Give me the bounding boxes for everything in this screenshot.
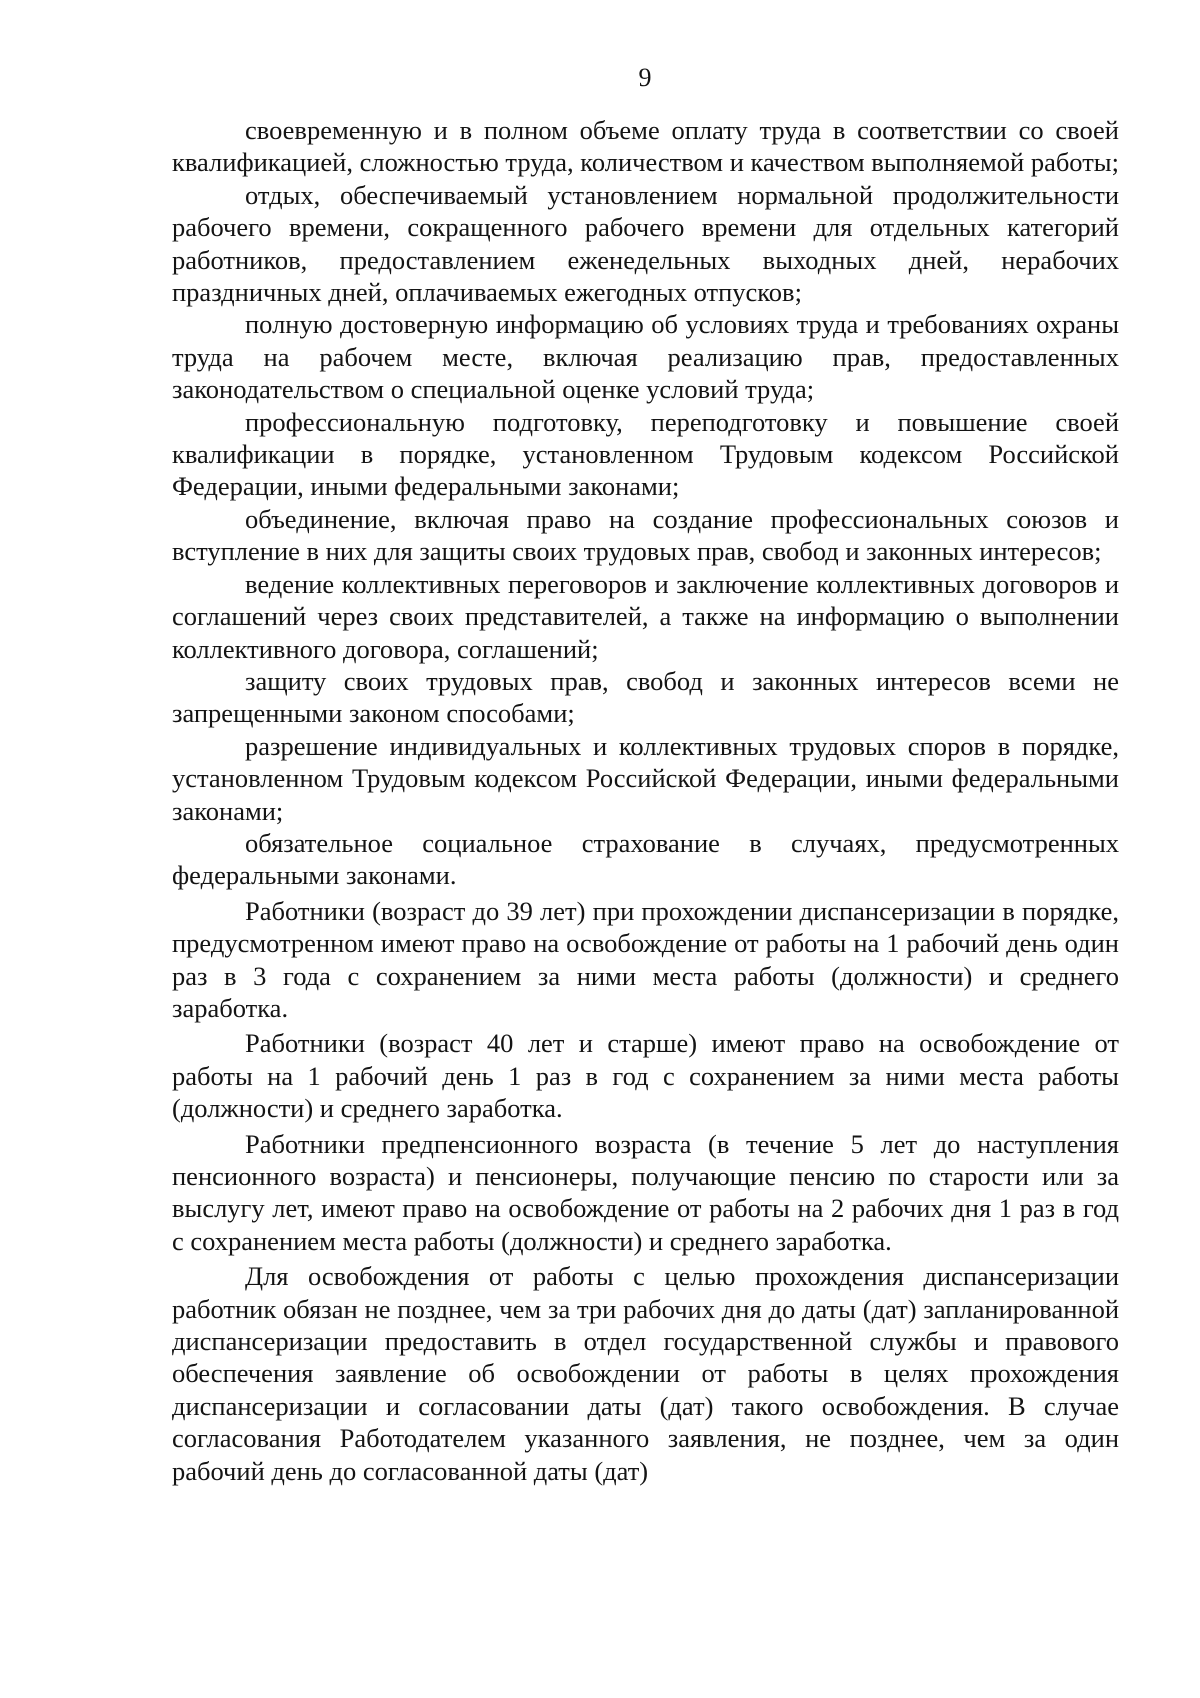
paragraph-screening-pre-retirement: Работники предпенсионного возраста (в течение 5 лет до наступления пенсионного возраста) и пенсионеры, получающие пенсию по старости или за выслугу лет, имеют право на освобождение от работы на 2 рабочих дня 1 раз в год с сохранением места работы (должности) и среднего заработка. (172, 1128, 1119, 1256)
paragraph-collective-bargaining-right: ведение коллективных переговоров и заключение коллективных договоров и соглашений через своих представителей, а также на информацию о выполнении коллективного договора, соглашений; (172, 568, 1119, 664)
page-number: 9 (638, 63, 652, 92)
paragraph-training-right: профессиональную подготовку, переподготовку и повышение своей квалификации в порядке, установленном Трудовым кодексом Российской Федерации, иными федеральными законами; (172, 406, 1119, 502)
paragraph-association-right: объединение, включая право на создание профессиональных союзов и вступление в них для защиты своих трудовых прав, свобод и законных интересов; (172, 503, 1119, 567)
document-body (172, 114, 1119, 1487)
paragraph-screening-procedure: Для освобождения от работы с целью прохождения диспансеризации работник обязан не позднее, чем за три рабочих дня до даты (дат) запланированной диспансеризации предоставить в отдел государственной службы и правового обеспечения заявление об освобождении от работы в целях прохождения диспансеризации и согласовании даты (дат) такого освобождения. В случае согласования Работодателем указанного заявления, не позднее, чем за один рабочий день до согласованной даты (дат) (172, 1261, 1119, 1486)
paragraph-screening-40-plus: Работники (возраст 40 лет и старше) имеют право на освобождение от работы на 1 рабочий день 1 раз в год с сохранением за ними места работы (должности) и среднего заработка. (172, 1028, 1119, 1124)
paragraph-social-insurance-right: обязательное социальное страхование в случаях, предусмотренных федеральными законами. (172, 827, 1119, 891)
paragraph-protection-right: защиту своих трудовых прав, свобод и законных интересов всеми не запрещенными законом способами; (172, 665, 1119, 729)
paragraph-screening-under-39: Работники (возраст до 39 лет) при прохождении диспансеризации в порядке, предусмотренном имеют право на освобождение от работы на 1 рабочий день один раз в 3 года с сохранением за ними места работы (должности) и среднего заработка. (172, 895, 1119, 1023)
paragraph-pay-right: своевременную и в полном объеме оплату труда в соответствии со своей квалификацией, сложностью труда, количеством и качеством выполняемой работы; (172, 115, 1119, 178)
paragraph-rest-right: отдых, обеспечиваемый установлением нормальной продолжительности рабочего времени, сокращенного рабочего времени для отдельных категорий работников, предоставлением еженедельных выходных дней, нерабочих праздничных дней, оплачиваемых ежегодных отпусков; (172, 179, 1119, 308)
paragraph-information-right: полную достоверную информацию об условиях труда и требованиях охраны труда на рабочем месте, включая реализацию прав, предоставленных законодательством о специальной оценке условий труда; (172, 309, 1119, 405)
paragraph-dispute-resolution-right: разрешение индивидуальных и коллективных трудовых споров в порядке, установленном Трудовым кодексом Российской Федерации, иными федеральными законами; (172, 730, 1119, 826)
